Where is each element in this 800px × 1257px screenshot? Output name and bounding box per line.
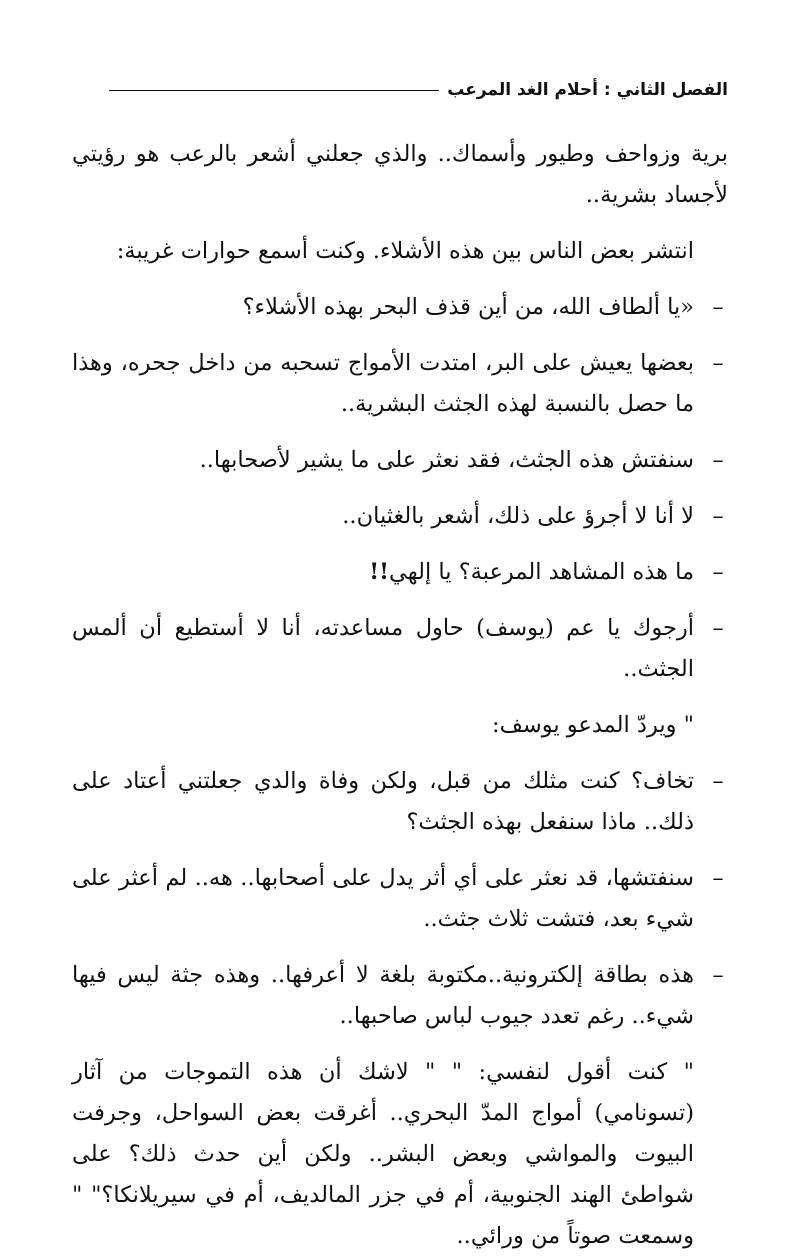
dialog-line [72, 858, 728, 940]
paragraph: انتشر بعض الناس بين هذه الأشلاء. وكنت أسمع حوارات غريبة: [116, 238, 694, 264]
running-header [72, 72, 728, 108]
dialog-text: سنفتش هذه الجثث، فقد نعثر على ما يشير لأصحابها.. [199, 447, 694, 473]
paragraph: " ويردّ المدعو يوسف: [492, 712, 694, 738]
dialog-dash: – [712, 559, 724, 585]
dialog-text: أرجوك يا عم (يوسف) حاول مساعدته، أنا لا أستطيع أن ألمس الجثث.. [72, 615, 694, 682]
dialog-line [72, 552, 728, 593]
dialog-dash: – [712, 447, 724, 473]
dialog-dash: – [712, 294, 724, 320]
chapter-title: الفصل الثاني : أحلام الغد المرعب [447, 80, 728, 100]
dialog-text: هذه بطاقة إلكترونية..مكتوبة بلغة لا أعرفها.. وهذه جثة ليس فيها شيء.. رغم تعدد جيوب لباس صاحبها.. [72, 962, 694, 1029]
paragraph: برية وزواحف وطيور وأسماك.. والذي جعلني أشعر بالرعب هو رؤيتي لأجساد بشرية.. [72, 141, 728, 208]
paragraph: " كنت أقول لنفسي: " " لاشك أن هذه التموجات من آثار (تسونامي) أمواج المدّ البحري.. أغرقت بعض السواحل، وجرفت البيوت والمواشي وبعض البشر.. ولكن أين حدث ذلك؟ على شواطئ الهند الجنوبية، أم في جزر المالديف، أم في سيريلانكا؟" " وسمعت صوتاً من ورائي.. [72, 1059, 694, 1249]
dialog-dash: – [712, 768, 724, 794]
dialog-line [72, 287, 728, 328]
dialog-text: تخاف؟ كنت مثلك من قبل، ولكن وفاة والدي جعلتني أعتاد على ذلك.. ماذا سنفعل بهذه الجثث؟ [72, 768, 694, 835]
dialog-text: لا أنا لا أجرؤ على ذلك، أشعر بالغثيان.. [342, 503, 694, 529]
dialog-dash: – [712, 350, 724, 376]
dialog-line [72, 608, 728, 690]
dialog-line [72, 761, 728, 843]
header-rule [109, 90, 439, 91]
dialog-line [72, 496, 728, 537]
dialog-dash: – [712, 865, 724, 891]
dialog-text: «يا ألطاف الله، من أين قذف البحر بهذه الأشلاء؟ [242, 294, 694, 320]
body-text [72, 134, 728, 1257]
dialog-line [72, 440, 728, 481]
dialog-text: سنفتشها، قد نعثر على أي أثر يدل على أصحابها.. هه.. لم أعثر على شيء بعد، فتشت ثلاث جثث.. [72, 865, 694, 932]
book-page [72, 72, 728, 1250]
dialog-dash: – [712, 962, 724, 988]
dialog-text: بعضها يعيش على البر، امتدت الأمواج تسحبه من داخل جحره، وهذا ما حصل بالنسبة لهذه الجثث البشرية.. [72, 350, 694, 417]
dialog-line [72, 343, 728, 425]
dialog-line [72, 955, 728, 1037]
dialog-dash: – [712, 615, 724, 641]
dialog-dash: – [712, 503, 724, 529]
dialog-text: ما هذه المشاهد المرعبة؟ يا إلهي [389, 559, 694, 585]
exclamation-emphasis: !! [369, 559, 390, 585]
